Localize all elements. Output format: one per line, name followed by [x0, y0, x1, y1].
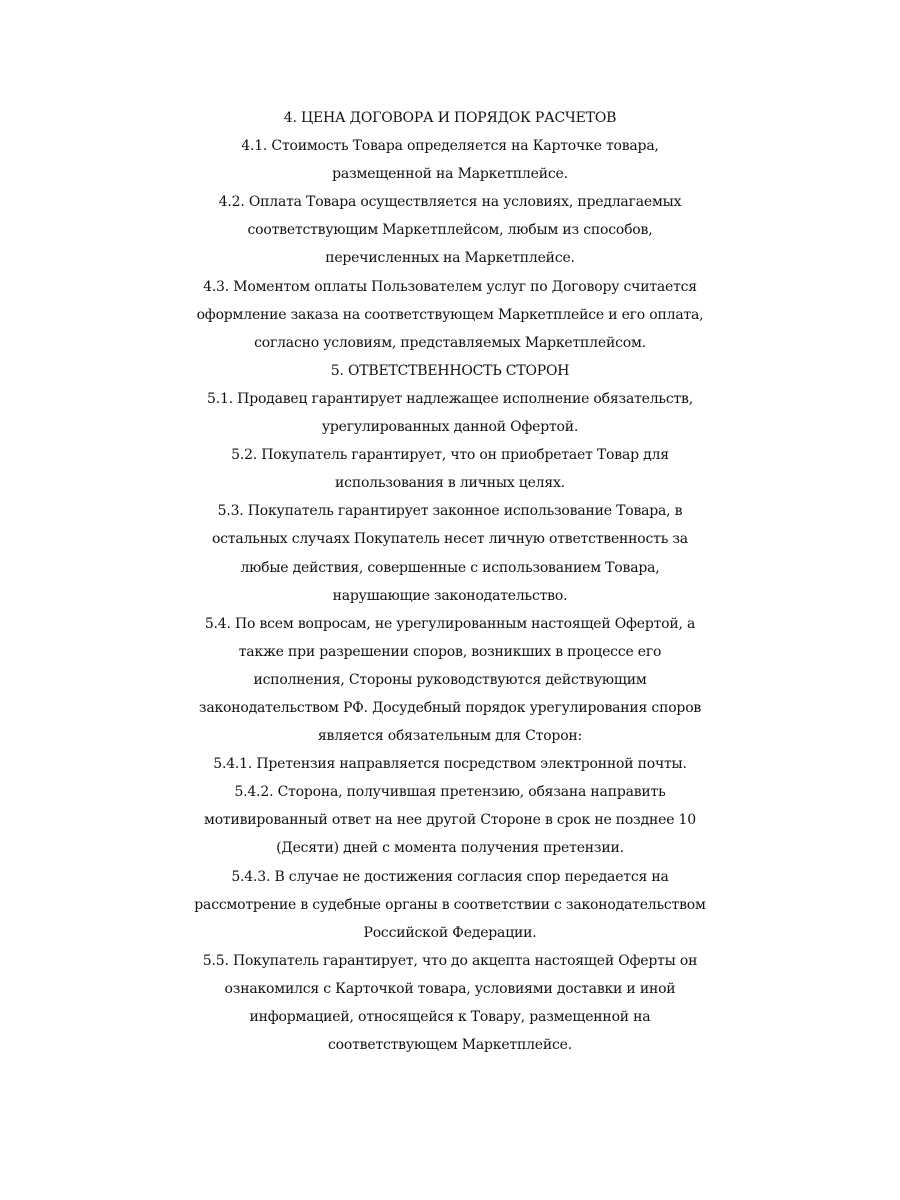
clause-4-3-line-3: согласно условиям, представляемых Маркетплейсом.	[254, 334, 646, 351]
clause-5-4-3-line-1: 5.4.3. В случае не достижения согласия спор передается на	[231, 868, 669, 885]
clause-5-1-line-1: 5.1. Продавец гарантирует надлежащее исполнение обязательств,	[207, 390, 693, 407]
clause-5-4-3-line-2: рассмотрение в судебные органы в соответствии с законодательством	[194, 896, 706, 913]
clause-5-2-line-2: использования в личных целях.	[335, 475, 565, 492]
clause-5-5-line-4: соответствующем Маркетплейсе.	[328, 1037, 572, 1054]
clause-4-3-line-1: 4.3. Моментом оплаты Пользователем услуг по Договору считается	[203, 278, 697, 295]
document-text	[0, 104, 900, 1059]
clause-4-2-line-1: 4.2. Оплата Товара осуществляется на условиях, предлагаемых	[218, 194, 682, 211]
clause-5-4-line-3: исполнения, Стороны руководствуются действующим	[253, 671, 647, 688]
section-4-heading: 4. ЦЕНА ДОГОВОРА И ПОРЯДОК РАСЧЕТОВ	[283, 110, 617, 126]
clause-5-3-line-2: остальных случаях Покупатель несет личную ответственность за	[212, 531, 688, 548]
clause-4-3-line-2: оформление заказа на соответствующем Маркетплейсе и его оплата,	[196, 306, 704, 323]
clause-5-4-2-line-1: 5.4.2. Сторона, получившая претензию, обязана направить	[234, 784, 666, 801]
clause-5-3-line-1: 5.3. Покупатель гарантирует законное использование Товара, в	[217, 503, 683, 520]
section-5-heading: 5. ОТВЕТСТВЕННОСТЬ СТОРОН	[330, 362, 570, 379]
clause-4-1-line-2: размещенной на Маркетплейсе.	[332, 166, 568, 183]
clause-5-1-line-2: урегулированных данной Офертой.	[321, 419, 579, 436]
clause-5-4-line-5: является обязательным для Сторон:	[317, 728, 583, 745]
clause-5-5-line-2: ознакомился с Карточкой товара, условиями доставки и иной	[224, 980, 676, 997]
clause-5-4-3-line-3: Российской Федерации.	[363, 924, 537, 941]
clause-5-2-line-1: 5.2. Покупатель гарантирует, что он приобретает Товар для	[231, 447, 669, 464]
clause-5-4-line-2: также при разрешении споров, возникших в процессе его	[238, 643, 662, 660]
clause-4-2-line-3: перечисленных на Маркетплейсе.	[325, 250, 575, 267]
clause-5-3-line-3: любые действия, совершенные с использованием Товара,	[240, 559, 660, 576]
clause-5-4-line-4: законодательством РФ. Досудебный порядок урегулирования споров	[198, 699, 702, 716]
clause-5-5-line-1: 5.5. Покупатель гарантирует, что до акцепта настоящей Оферты он	[202, 952, 698, 969]
clause-5-4-2-line-3: (Десяти) дней с момента получения претензии.	[276, 840, 624, 857]
clause-5-4-2-line-2: мотивированный ответ на нее другой Стороне в срок не позднее 10	[204, 812, 696, 829]
clause-4-2-line-2: соответствующим Маркетплейсом, любым из способов,	[247, 222, 653, 239]
clause-5-5-line-3: информацией, относящейся к Товару, размещенной на	[249, 1009, 651, 1025]
clause-5-4-1: 5.4.1. Претензия направляется посредством электронной почты.	[213, 756, 687, 773]
clause-5-3-line-4: нарушающие законодательство.	[332, 587, 568, 604]
clause-4-1-line-1: 4.1. Стоимость Товара определяется на Карточке товара,	[241, 138, 659, 155]
clause-5-4-line-1: 5.4. По всем вопросам, не урегулированным настоящей Офертой, а	[204, 615, 696, 632]
